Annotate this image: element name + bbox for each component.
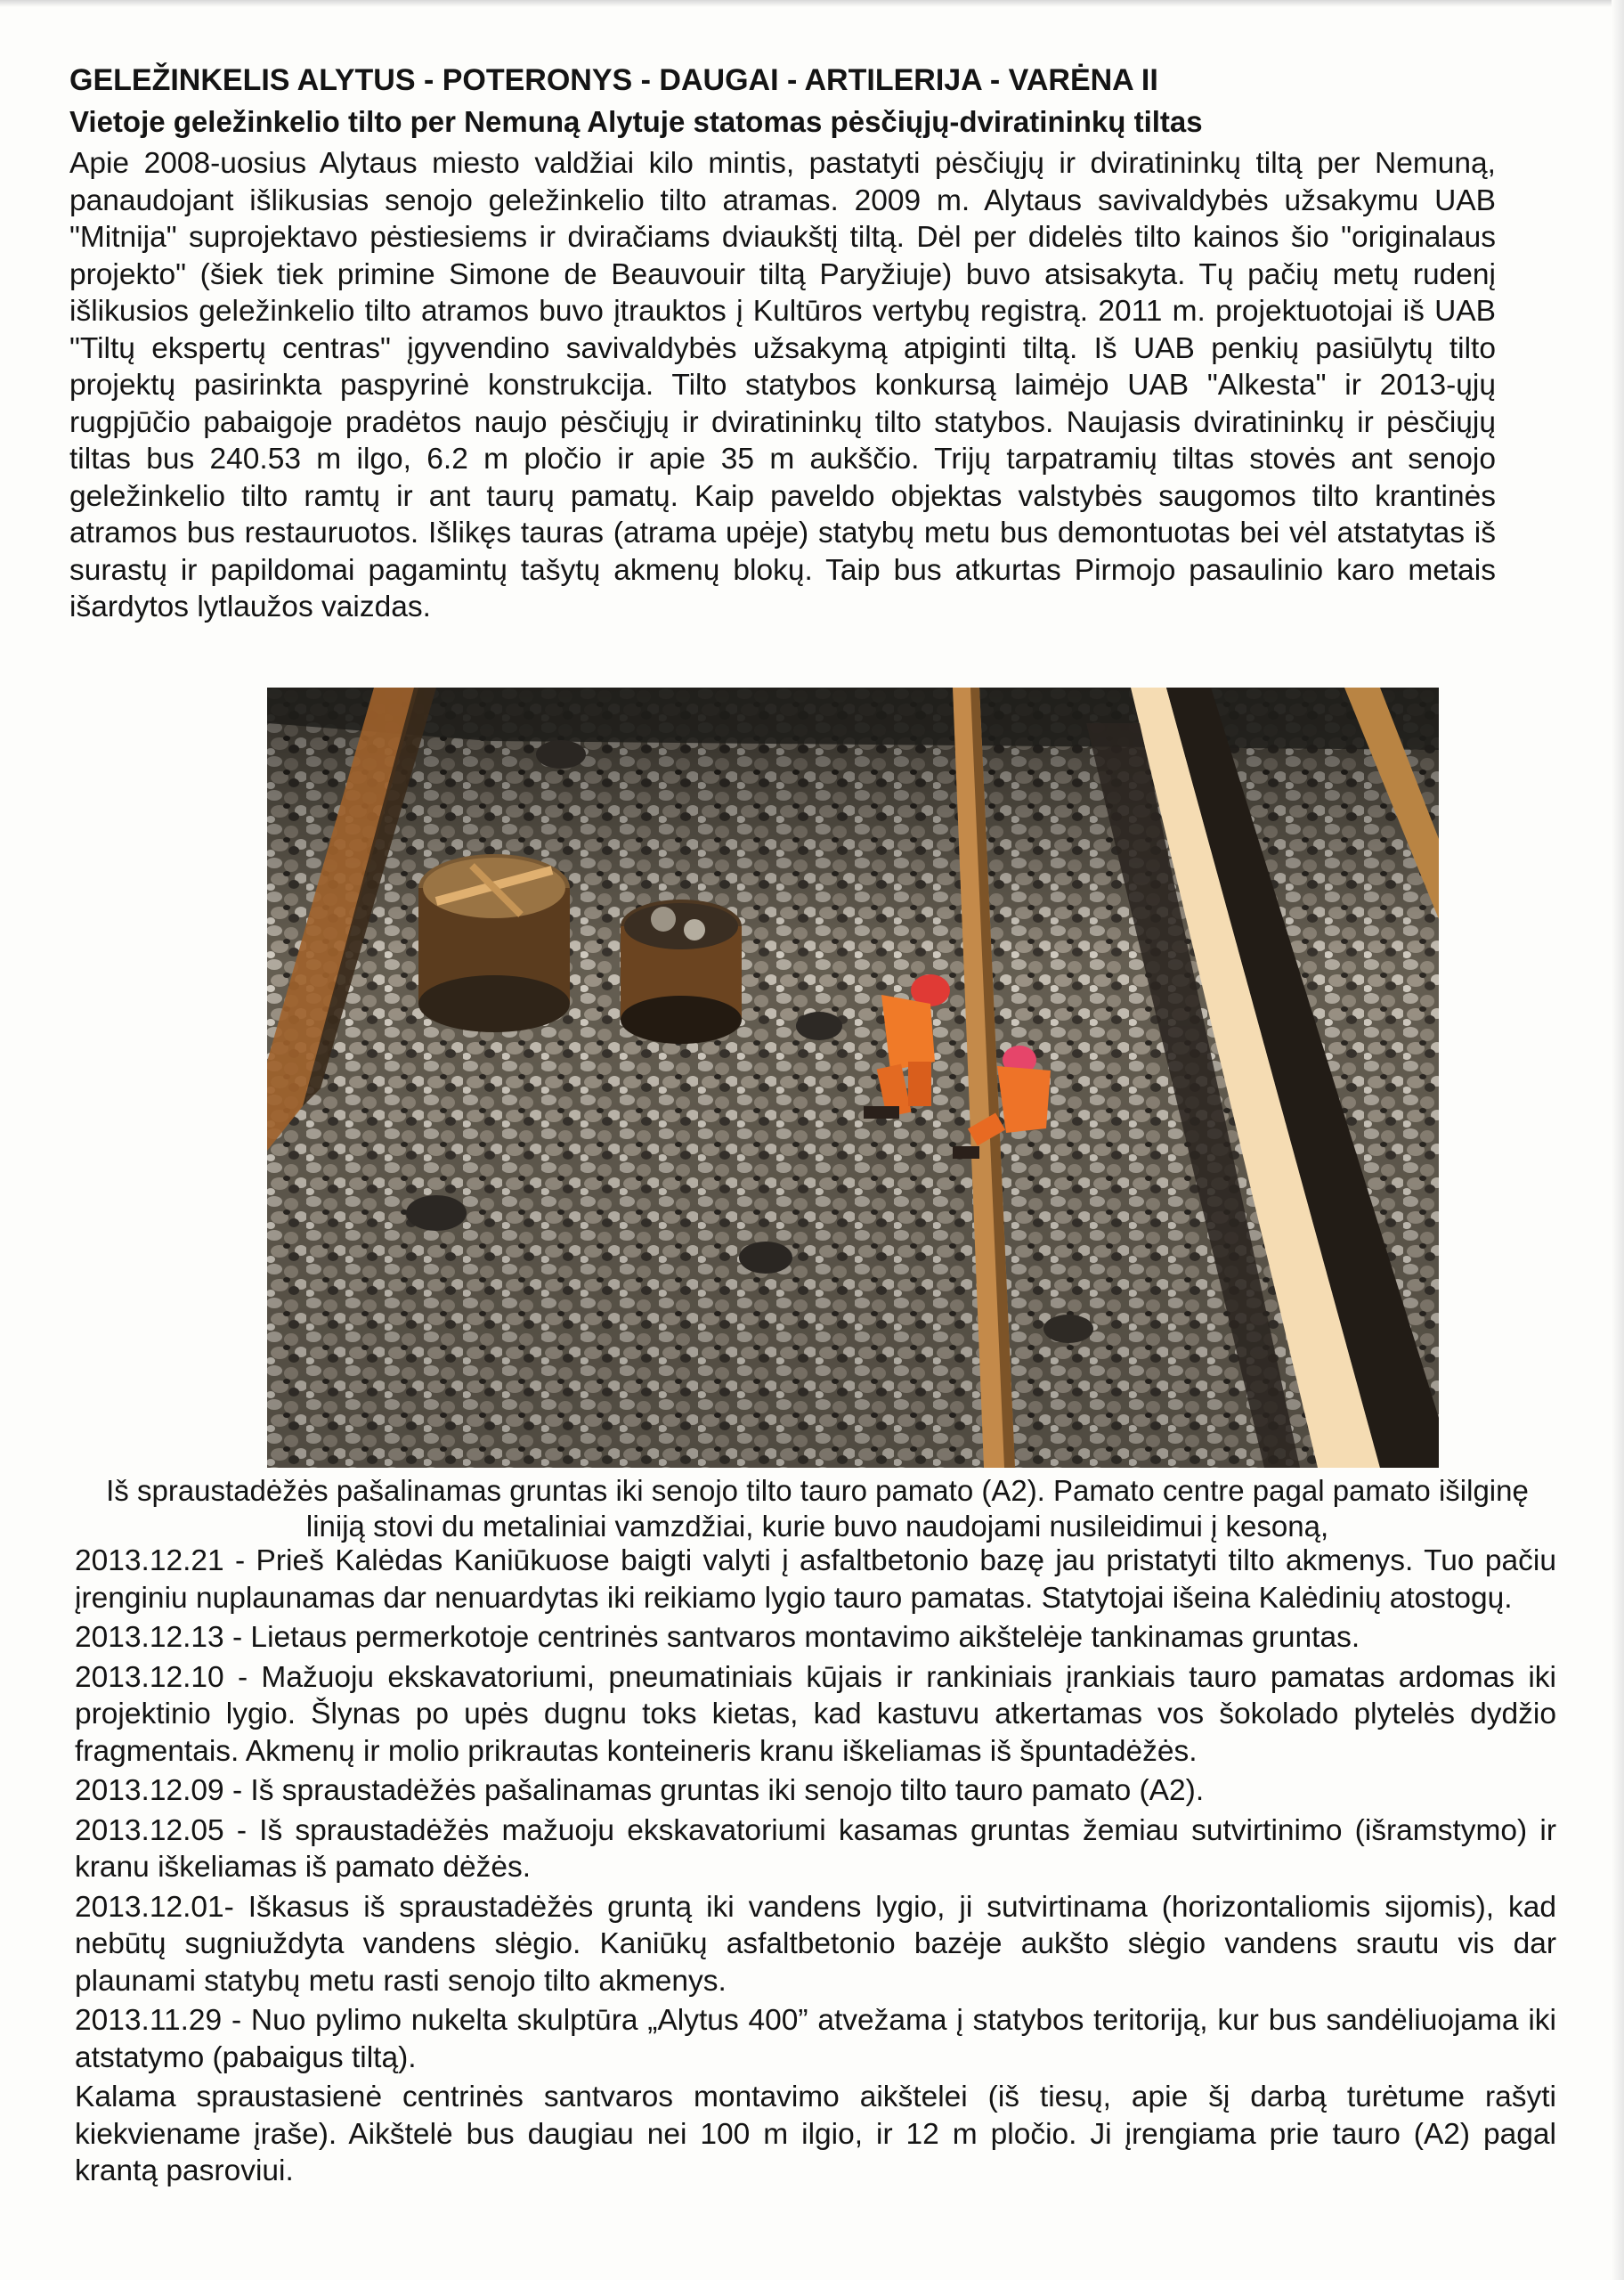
intro-text: Apie 2008-uosius Alytaus miesto valdžiai kilo mintis, pastatyti pėsčiųjų ir dviratininkų tiltą per Nemuną, panaudojant išlikusias senojo geležinkelio tilto atramas. 2009 m. Alytaus savivaldybės užsakymu UAB "Mitnija" suprojektavo pėstiesiems ir dviračiams dviaukštį tiltą. Dėl per didelės tilto kainos šio "originalaus projekto" (šiek tiek primine Simone de Beauvouir tiltą Paryžiuje) buvo atsisakyta. Tų pačių metų rudenį išlikusios geležinkelio tilto atramos buvo įtrauktos į Kultūros vertybų registrą. 2011 m. projektuotojai iš UAB "Tiltų ekspertų centras" įgyvendino savivaldybės užsakymą atpiginti tiltą. Iš UAB penkių pasiūlytų tilto projektų pasirinkta paspyrinė konstrukcija. Tilto statybos konkursą laimėjo UAB "Alkesta" ir 2013-ųjų rugpjūčio pabaigoje pradėtos naujo pėsčiųjų ir dviratininkų tilto statybos. Naujasis dviratininkų ir pėsčiųjų tiltas bus 240.53 m ilgo, 6.2 m pločio ir apie 35 m aukščio. Trijų tarpatramių tiltas stovės ant senojo geležinkelio tilto ramtų ir ant taurų pamatų. Kaip paveldo objektas valstybės saugomos tilto krantinės atramos bus restauruotos. Išlikęs tauras (atrama upėje) statybų metu bus demontuotas bei vėl atstatytas iš surastų ir papildomai pagamintų tašytų akmenų blokų. Taip bus atkurtas Pirmojo pasaulinio karo metais išardytos lytlaužos vaizdas. bbox=[69, 147, 1496, 623]
document-subtitle: Vietoje geležinkelio tilto per Nemuną Alytuje statomas pėsčiųjų-dviratininkų tiltas bbox=[69, 105, 1203, 138]
photo-caption: Iš spraustadėžės pašalinamas gruntas iki senojo tilto tauro pamato (A2). Pamato centre pagal pamato išilginę liniją stovi du metaliniai vamzdžiai, kurie buvo naudojami nusileidimui į kesoną, bbox=[106, 1474, 1529, 1543]
diary-entry: 2013.12.05 - Iš spraustadėžės mažuoju ekskavatoriumi kasamas gruntas žemiau sutvirtinimo (išramstymo) ir kranu iškeliamas iš pamato dėžės. bbox=[75, 1813, 1556, 1884]
document-title: GELEŽINKELIS ALYTUS - POTERONYS - DAUGAI - ARTILERIJA - VARĖNA II bbox=[69, 63, 1158, 97]
diary-entry: 2013.12.01- Iškasus iš spraustadėžės gruntą iki vandens lygio, ji sutvirtinama (horizontaliomis sijomis), kad nebūtų sugniuždyta vandens slėgio. Kaniūkų asfaltbetonio bazėje aukšto slėgio vandens srautu vis dar plaunami statybų metu rasti senojo tilto akmenys. bbox=[75, 1890, 1556, 1998]
construction-photo bbox=[267, 688, 1439, 1468]
diary-entry: 2013.12.10 - Mažuoju ekskavatoriumi, pneumatiniais kūjais ir rankiniais įrankiais tauro pamatas ardomas iki projektinio lygio. Šlynas po upės dugnu toks kietas, kad kastuvu atkertamas vos šokolado plytelės dydžio fragmentais. Akmenų ir molio prikrautas konteineris kranu iškeliamas iš špuntadėžės. bbox=[75, 1660, 1556, 1768]
diary-entry: 2013.11.29 - Nuo pylimo nukelta skulptūra „Alytus 400” atvežama į statybos teritoriją, kur bus sandėliuojama iki atstatymo (pabaigus tiltą). bbox=[75, 2004, 1556, 2074]
diary-entry: Kalama spraustasienė centrinės santvaros montavimo aikštelei (iš tiesų, apie šį darbą turėtume rašyti kiekviename įraše). Aikštelė bus daugiau nei 100 m ilgio, ir 12 m pločio. Ji įrengiama prie tauro (A2) pagal krantą pasroviui. bbox=[75, 2080, 1556, 2187]
intro-paragraph bbox=[69, 145, 1496, 626]
diary-entry: 2013.12.21 - Prieš Kalėdas Kaniūkuose baigti valyti į asfaltbetonio bazę jau pristatyti tilto akmenys. Tuo pačiu įrenginiu nuplaunamas dar nenuardytas iki reikiamo lygio tauro pamatas. Statytojai išeina Kalėdinių atostogų. bbox=[75, 1544, 1556, 1615]
photo-illustration bbox=[267, 688, 1439, 1468]
diary-entry: 2013.12.09 - Iš spraustadėžės pašalinamas gruntas iki senojo tilto tauro pamato (A2). bbox=[75, 1774, 1205, 1807]
diary-entry: 2013.12.13 - Lietaus permerkotoje centrinės santvaros montavimo aikštelėje tankinamas gruntas. bbox=[75, 1621, 1360, 1654]
diary-entries bbox=[75, 1543, 1556, 2190]
